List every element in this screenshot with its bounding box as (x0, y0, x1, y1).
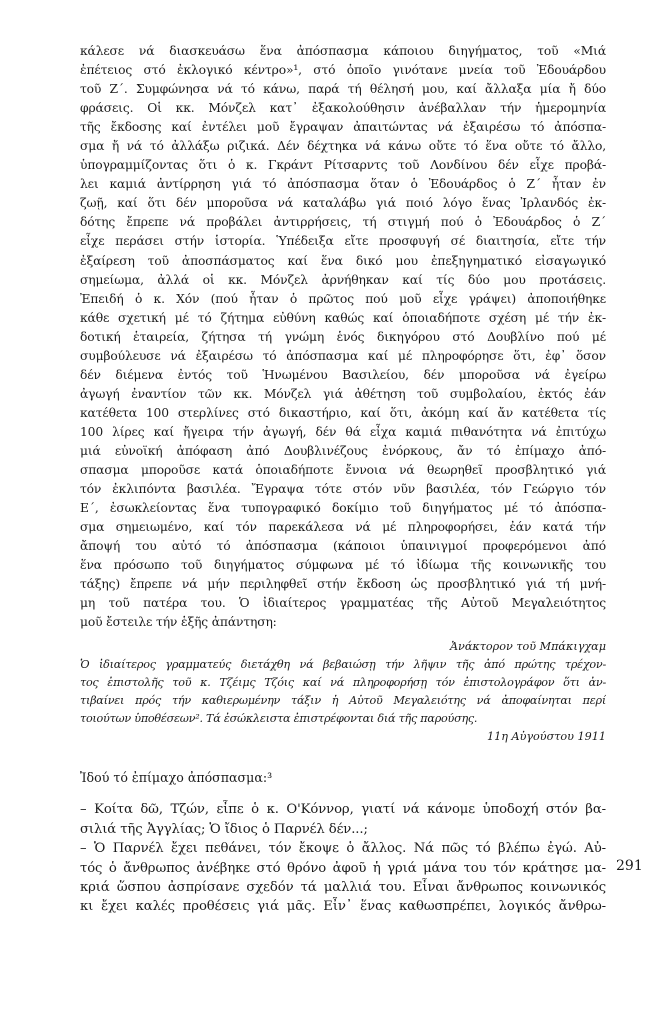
extract-label: Ἰδού τό ἐπίμαχο ἀπόσπασμα:³ (80, 770, 273, 786)
text-line: Ε΄, ἐσωκλείοντας ἕνα τυπογραφικό δοκίμιο τοῦ διηγήματος μέ τό ἀπόσπα- (80, 501, 606, 516)
page-number: 291 (616, 858, 643, 874)
text-line: ἐπέτειος στό ἐκλογικό κέντρο»¹, στό ὁποῖο γινότανε μνεία τοῦ Ἐδουάρδου (80, 63, 606, 78)
text-line: κατέθετα 100 στερλίνες στό δικαστήριο, καί ὅτι, ἀκόμη καί ἄν κατέθετα τίς (80, 405, 606, 420)
text-line: δοτική ἑταιρεία, ζήτησα τή γνώμη ἑνός δικηγόρου στό Δουβλίνο πού μέ (80, 329, 606, 344)
letter-body (80, 656, 606, 728)
letter-date: 11η Αὐγούστου 1911 (487, 730, 606, 744)
text-line: μοῦ ἔστειλε τήν ἑξῆς ἀπάντηση: (80, 615, 277, 630)
text-line: σημείωμα, ἀλλά οἱ κκ. Μόνζελ ἀρνήθηκαν καί τίς δύο μου προτάσεις. (80, 272, 606, 287)
text-line: κάλεσε νά διασκευάσω ἕνα ἀπόσπασμα κάποιου διηγήματος, τοῦ «Μιά (80, 44, 606, 58)
text-line: σμα ἤ νά τό ἀλλάξω ριζικά. Δέν δέχτηκα νά κάνω οὔτε τό ἕνα οὔτε τό ἄλλο, (80, 139, 606, 154)
text-line: ἀγωγή ἐναντίον τῶν κκ. Μόνζελ γιά ἀθέτηση τοῦ συμβολαίου, ἐκτός ἐάν (80, 386, 606, 401)
text-line: ἄποψή του αὐτό τό ἀπόσπασμα (κάποιοι ὑπαινιγμοί προφερόμενοι ἀπό (80, 539, 606, 554)
text-line: συμβούλευσε νά ἐξαιρέσω τό ἀπόσπασμα καί μέ πληροφόρησε ὅτι, ἐφ᾽ ὅσον (80, 348, 606, 363)
text-line: Ἐπειδή ὁ κ. Χόν (πού ἦταν ὁ πρῶτος πού μοῦ εἶχε γράψει) ἀποποιήθηκε (80, 291, 606, 306)
text-line: δότης ἔπρεπε νά προβάλει ἀντιρρήσεις, τή στιγμή πού ὁ Ἐδουάρδος ὁ Ζ΄ (80, 215, 606, 230)
text-line: μη τοῦ πατέρα του. Ὁ ἰδιαίτερος γραμματέας τῆς Αὐτοῦ Μεγαλειότητος (80, 596, 606, 611)
text-line: Ὁ ἰδιαίτερος γραμματεύς διετάχθη νά βεβαιώσῃ τήν λῆψιν τῆς ἀπό πρώτης τρέχον- (80, 658, 606, 672)
text-line: 100 λίρες καί ἤγειρα τήν ἀγωγή, δέν θά εἶχα καμιά πιθανότητα νά ἐπιτύχω (80, 424, 606, 439)
text-line: τος ἐπιστολῆς τοῦ κ. Τζέιμς Τζόις καί νά πληροφορήσῃ τόν ἐπιστολογράφον ὅτι ἀν- (80, 676, 606, 690)
text-line: κριά ὥσπου ἀσπρίσανε σχεδόν τά μαλλιά του. Εἶναι ἄνθρωπος κοινωνικός (80, 880, 606, 896)
text-line: κι ἔχει καλές προθέσεις γιά μᾶς. Εἶν᾽ ἕνας καθωσπρέπει, λογικός ἄνθρω- (80, 899, 606, 915)
text-line: τάξης) ἔπρεπε νά μήν περιληφθεῖ στήν ἔκδοση ὡς προσβλητικό γιά τή μνή- (80, 577, 606, 592)
text-line: τιβαίνει πρός τήν καθιερωμένην τάξιν ἡ Αὐτοῦ Μεγαλειότης νά ἀποφαίνηται περί (80, 694, 606, 708)
letter-quote (80, 638, 606, 746)
text-line: δέν διέμενα ἐντός τοῦ Ἡνωμένου Βασιλείου, δέν μποροῦσα νά ἐγείρω (80, 367, 606, 382)
text-line: κάθε σχετική μέ τό ζήτημα εὐθύνη καθώς καί ὁποιαδήποτε σχέση μέ τήν ἐκ- (80, 310, 606, 325)
dialog-excerpt (80, 800, 606, 916)
text-line: φράσεις. Οἱ κκ. Μόνζελ κατ᾽ ἐξακολούθησιν ἀνέβαλλαν τήν ἡμερομηνία (80, 101, 606, 116)
letter-header: Ἀνάκτορον τοῦ Μπάκιγχαμ (449, 640, 606, 654)
text-line: τῆς ἔκδοσης καί ἐντέλει μοῦ ἔγραψαν ἀπαιτώντας νά ἐξαιρέσω τό ἀπόσπα- (80, 120, 606, 135)
text-line: μιά εὐνοϊκή ἀπόφαση ἀπό Δουβλινέζους ἐνόρκους, ἄν τό ἐπίμαχο ἀπό- (80, 443, 606, 458)
text-line: σπασμα μποροῦσε κατά ὁποιαδήποτε ἔννοια νά θεωρηθεῖ προσβλητικό γιά (80, 463, 606, 478)
text-line: – Κοίτα δῶ, Τζών, εἶπε ὁ κ. Ο'Κόννορ, γιατί νά κάνομε ὑποδοχή στόν βα- (80, 802, 606, 818)
main-paragraph (80, 42, 606, 632)
text-line: σμα σημειωμένο, καί τόν παρεκάλεσα νά μέ πληροφορήσει, ἐάν κατά τήν (80, 520, 606, 535)
text-line: – Ὁ Παρνέλ ἔχει πεθάνει, τόν ἔκοψε ὁ ἄλλος. Νά πῶς τό βλέπω ἐγώ. Αὐ- (80, 841, 606, 857)
text-line: ἕνα πρόσωπο τοῦ διηγήματος σύμφωνα μέ τό ἰδίωμα τῆς κοινωνικῆς του (80, 558, 606, 573)
text-line: τός ὁ ἄνθρωπος ἀνέβηκε στό θρόνο ἀφοῦ ἡ γριά μάνα του τόν κράτησε μα- (80, 860, 606, 876)
text-line: ὑπογραμμίζοντας ὅτι ὁ κ. Γκράντ Ρίτσαρντς τοῦ Λονδίνου δέν εἶχε προβά- (80, 158, 606, 173)
text-line: τόν ἐκλιπόντα βασιλέα. Ἔγραψα τότε στόν νῦν βασιλέα, τόν Γεώργιο τόν (80, 482, 606, 497)
text-line: ζωῇ, καί ὅτι δέν μποροῦσα νά καταλάβω γιά ποιό λόγο ἕνας Ἰρλανδός ἐκ- (80, 196, 606, 211)
text-line: ἐξαίρεση τοῦ ἀποσπάσματος καί ἕνα δικό μου ἐπεξηγηματικό εἰσαγωγικό (80, 253, 606, 268)
text-block (80, 42, 606, 917)
text-line: τοιούτων ὑποθέσεων². Τά ἐσώκλειστα ἐπιστρέφονται διά τῆς παρούσης. (80, 712, 478, 726)
text-line: λει καμιά ἀντίρρηση γιά τό ἀπόσπασμα ὅταν ὁ Ἐδουάρδος ὁ Ζ΄ ἦταν ἐν (80, 177, 606, 192)
text-line: τοῦ Ζ΄. Συμφώνησα νά τό κάνω, παρά τή θέλησή μου, καί ἄλλαξα μία ἤ δύο (80, 82, 606, 97)
text-line: εἶχε περάσει στήν ἱστορία. Ὑπέδειξα εἴτε προσφυγή σέ διαιτησία, εἴτε τήν (80, 234, 606, 249)
text-line: σιλιά τῆς Ἀγγλίας; Ὁ ἴδιος ὁ Παρνέλ δέν...; (80, 821, 368, 837)
